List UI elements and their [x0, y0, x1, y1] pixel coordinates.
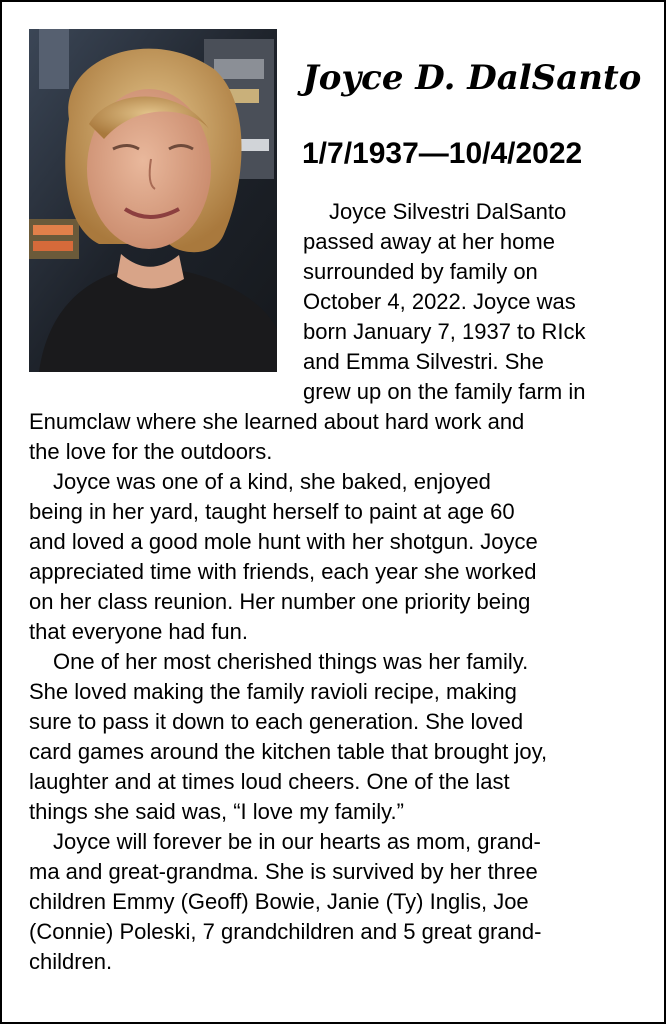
- text-line: Joyce will forever be in our hearts as mom, grand-: [53, 829, 541, 854]
- text-line: that everyone had fun.: [29, 619, 248, 644]
- text-line: October 4, 2022. Joyce was: [303, 289, 576, 314]
- deceased-name: Joyce D. DalSanto: [302, 58, 642, 98]
- text-line: on her class reunion. Her number one priority being: [29, 589, 531, 614]
- text-line: (Connie) Poleski, 7 grandchildren and 5 great grand-: [29, 919, 542, 944]
- text-line: being in her yard, taught herself to paint at age 60: [29, 499, 515, 524]
- text-line: appreciated time with friends, each year she worked: [29, 559, 537, 584]
- text-line: and loved a good mole hunt with her shotgun. Joyce: [29, 529, 538, 554]
- text-line: and Emma Silvestri. She: [303, 349, 544, 374]
- text-line: ma and great-grandma. She is survived by her three: [29, 859, 538, 884]
- text-line: passed away at her home: [303, 229, 555, 254]
- text-line: things she said was, “I love my family.”: [29, 799, 404, 824]
- life-dates: 1/7/1937—10/4/2022: [302, 137, 583, 170]
- photo-wrap-spacer: [2, 2, 301, 383]
- paragraph-2: [29, 467, 666, 647]
- text-line: card games around the kitchen table that brought joy,: [29, 739, 548, 764]
- text-line: grew up on the family farm in: [303, 379, 586, 404]
- text-line: children Emmy (Geoff) Bowie, Janie (Ty) Inglis, Joe: [29, 889, 529, 914]
- text-line: Joyce was one of a kind, she baked, enjoyed: [53, 469, 491, 494]
- text-line: Joyce Silvestri DalSanto: [329, 199, 567, 224]
- text-line: born January 7, 1937 to RIck: [303, 319, 586, 344]
- text-line: surrounded by family on: [303, 259, 538, 284]
- text-line: sure to pass it down to each generation. She loved: [29, 709, 524, 734]
- text-line: One of her most cherished things was her family.: [53, 649, 529, 674]
- text-line: the love for the outdoors.: [29, 439, 273, 464]
- obituary-text: [2, 2, 666, 977]
- paragraph-4: [29, 827, 666, 977]
- text-line: laughter and at times loud cheers. One of the last: [29, 769, 510, 794]
- text-line: children.: [29, 949, 113, 974]
- paragraph-3: [29, 647, 666, 827]
- text-line: She loved making the family ravioli recipe, making: [29, 679, 517, 704]
- text-line: Enumclaw where she learned about hard work and: [29, 409, 525, 434]
